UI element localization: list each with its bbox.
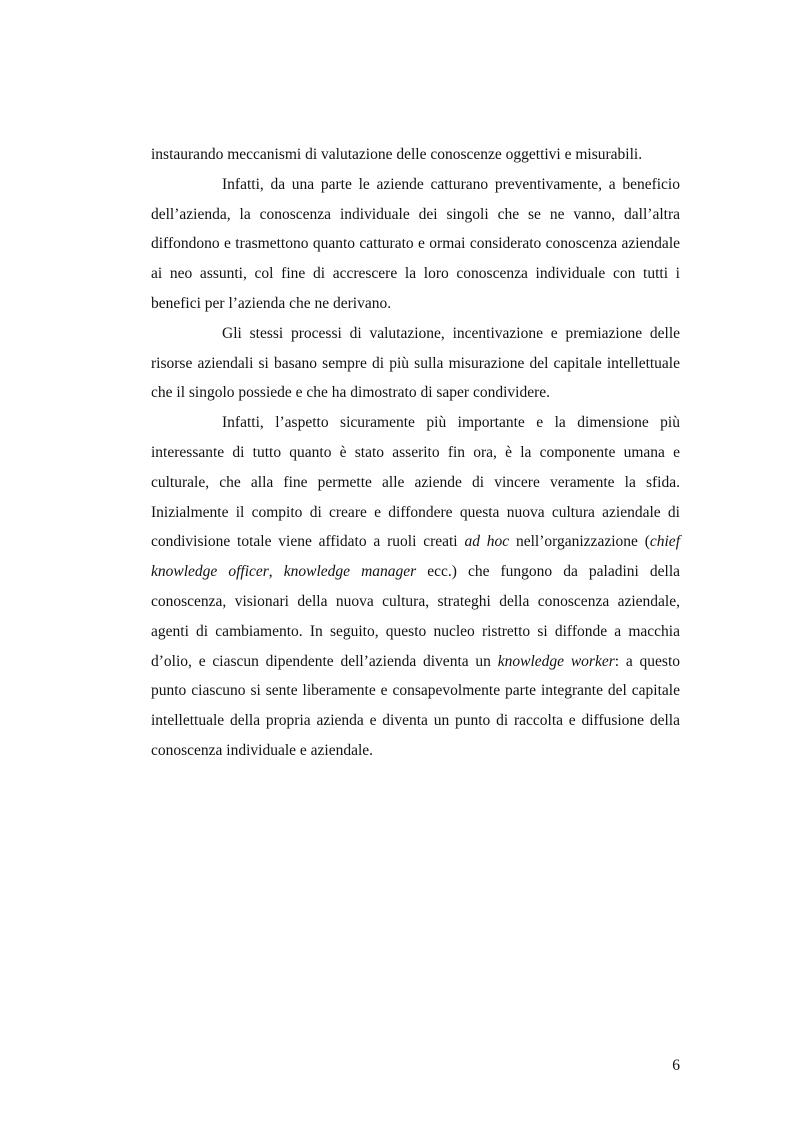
- italic-term: chief knowledge officer: [151, 533, 680, 581]
- text-run: Infatti, da una parte le aziende catturano preventivamente, a beneficio dell’azienda, la conoscenza individuale dei singoli che se ne vanno, dall’altra diffondono e trasmettono quanto catturato e ormai considerato conoscenza aziendale ai neo assunti, col fine di accrescere la loro conoscenza individuale con tutti i benefici per l’azienda che ne derivano.: [151, 175, 680, 312]
- italic-term: knowledge worker: [497, 652, 615, 670]
- text-run: Gli stessi processi di valutazione, incentivazione e premiazione delle risorse aziendali si basano sempre di più sulla misurazione del capitale intellettuale che il singolo possiede e che ha dimostrato di saper condividere.: [151, 324, 680, 402]
- paragraph: [151, 319, 680, 408]
- text-run: ecc.) che fungono da paladini della conoscenza, visionari della nuova cultura, strateghi della conoscenza aziendale, agenti di cambiamento. In seguito, questo nucleo ristretto si diffonde a macchia d’olio, e ciascun dipendente dell’azienda diventa un: [151, 563, 681, 670]
- italic-term: knowledge manager: [283, 563, 417, 581]
- paragraph: [151, 170, 680, 319]
- italic-term: ad hoc: [464, 533, 510, 551]
- body-text: [151, 140, 680, 766]
- paragraph: [151, 408, 680, 766]
- text-run: ,: [268, 563, 284, 581]
- page-number: 6: [672, 1057, 680, 1074]
- text-run: Infatti, l’aspetto sicuramente più importante e la dimensione più interessante di tutto quanto è stato asserito fin ora, è la componente umana e culturale, che alla fine permette alle aziende di vincere veramente la sfida. Inizialmente il compito di creare e diffondere questa nuova cultura aziendale di condivisione totale viene affidato a ruoli creati: [151, 414, 680, 551]
- paragraph: [151, 140, 680, 170]
- text-run: nell’organizzazione (: [509, 533, 650, 551]
- text-run: : a questo punto ciascuno si sente liberamente e consapevolmente parte integrante del capitale intellettuale della propria azienda e diventa un punto di raccolta e diffusione della conoscenza individuale e aziendale.: [151, 652, 680, 759]
- text-run: instaurando meccanismi di valutazione delle conoscenze oggettivi e misurabili.: [151, 146, 643, 163]
